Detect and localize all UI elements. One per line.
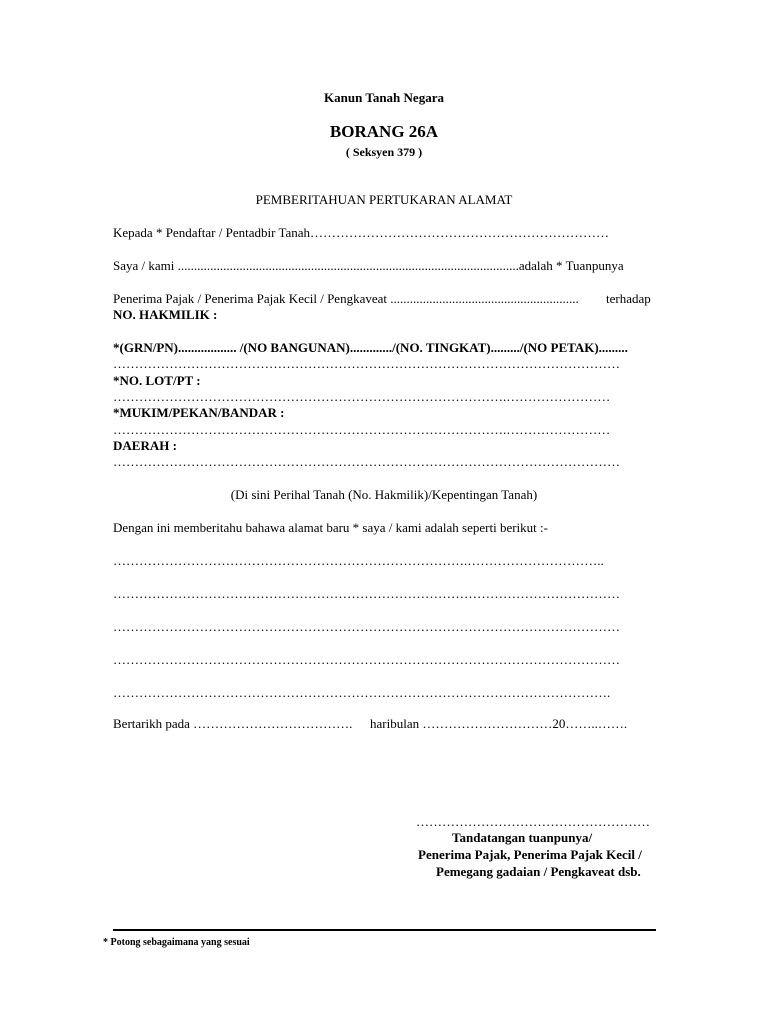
mukim-label: *MUKIM/PEKAN/BANDAR : bbox=[113, 405, 285, 420]
footnote-divider bbox=[113, 929, 656, 931]
act-title: Kanun Tanah Negara bbox=[324, 90, 444, 105]
declaration-text: Dengan ini memberitahu bahawa alamat baru * saya / kami adalah seperti berikut :- bbox=[113, 520, 548, 535]
penerima-line: Penerima Pajak / Penerima Pajak Kecil / Pengkaveat .......................................................... bbox=[113, 291, 579, 306]
kepada-line: Kepada * Pendaftar / Pentadbir Tanah…………………………………………………………… bbox=[113, 225, 610, 240]
signature-line-2: Penerima Pajak, Penerima Pajak Kecil / bbox=[418, 847, 642, 862]
form-heading: PEMBERITAHUAN PERTUKARAN ALAMAT bbox=[255, 192, 513, 207]
lot-dots: ……………………………………………………………………………….…………………… bbox=[113, 389, 611, 404]
address-line: ……………………………………………………………………….………………………….. bbox=[113, 553, 604, 568]
mukim-dots: ……………………………………………………………………………….…………………… bbox=[113, 422, 611, 437]
grn-dots: ……………………………………………………………………………………………………… bbox=[113, 356, 620, 371]
signature-line-3: Pemegang gadaian / Pengkaveat dsb. bbox=[436, 864, 641, 879]
hakmilik-label: NO. HAKMILIK : bbox=[113, 307, 218, 322]
grn-line: *(GRN/PN).................. /(NO BANGUNAN)............./(NO. TINGKAT)........./(NO PETAK)......... bbox=[113, 340, 628, 355]
land-description-note: (Di sini Perihal Tanah (No. Hakmilik)/Kepentingan Tanah) bbox=[230, 487, 538, 502]
daerah-dots: ……………………………………………………………………………………………………… bbox=[113, 454, 620, 469]
terhadap-text: terhadap bbox=[606, 291, 651, 306]
footnote: * Potong sebagaimana yang sesuai bbox=[103, 937, 250, 948]
form-title: BORANG 26A bbox=[329, 122, 439, 141]
address-line: ……………………………………………………………………………………………………… bbox=[113, 586, 620, 601]
address-line: ……………………………………………………………………………………………………… bbox=[113, 652, 620, 667]
haribulan-text: haribulan …………………………20……..……. bbox=[370, 716, 628, 731]
daerah-label: DAERAH : bbox=[113, 438, 177, 453]
signature-line-1: Tandatangan tuanpunya/ bbox=[452, 830, 593, 845]
lot-label: *NO. LOT/PT : bbox=[113, 373, 201, 388]
date-label: Bertarikh pada ………………………………. bbox=[113, 716, 353, 731]
saya-line: Saya / kami .........................................................................................................adalah * Tuanpunya bbox=[113, 258, 624, 273]
address-line: ……………………………………………………………………………………………………… bbox=[113, 619, 620, 634]
signature-dots: ……………………………………………… bbox=[416, 814, 650, 829]
address-line: ……………………………………………………………………………………………………. bbox=[113, 685, 611, 700]
section-ref: ( Seksyen 379 ) bbox=[345, 145, 423, 159]
